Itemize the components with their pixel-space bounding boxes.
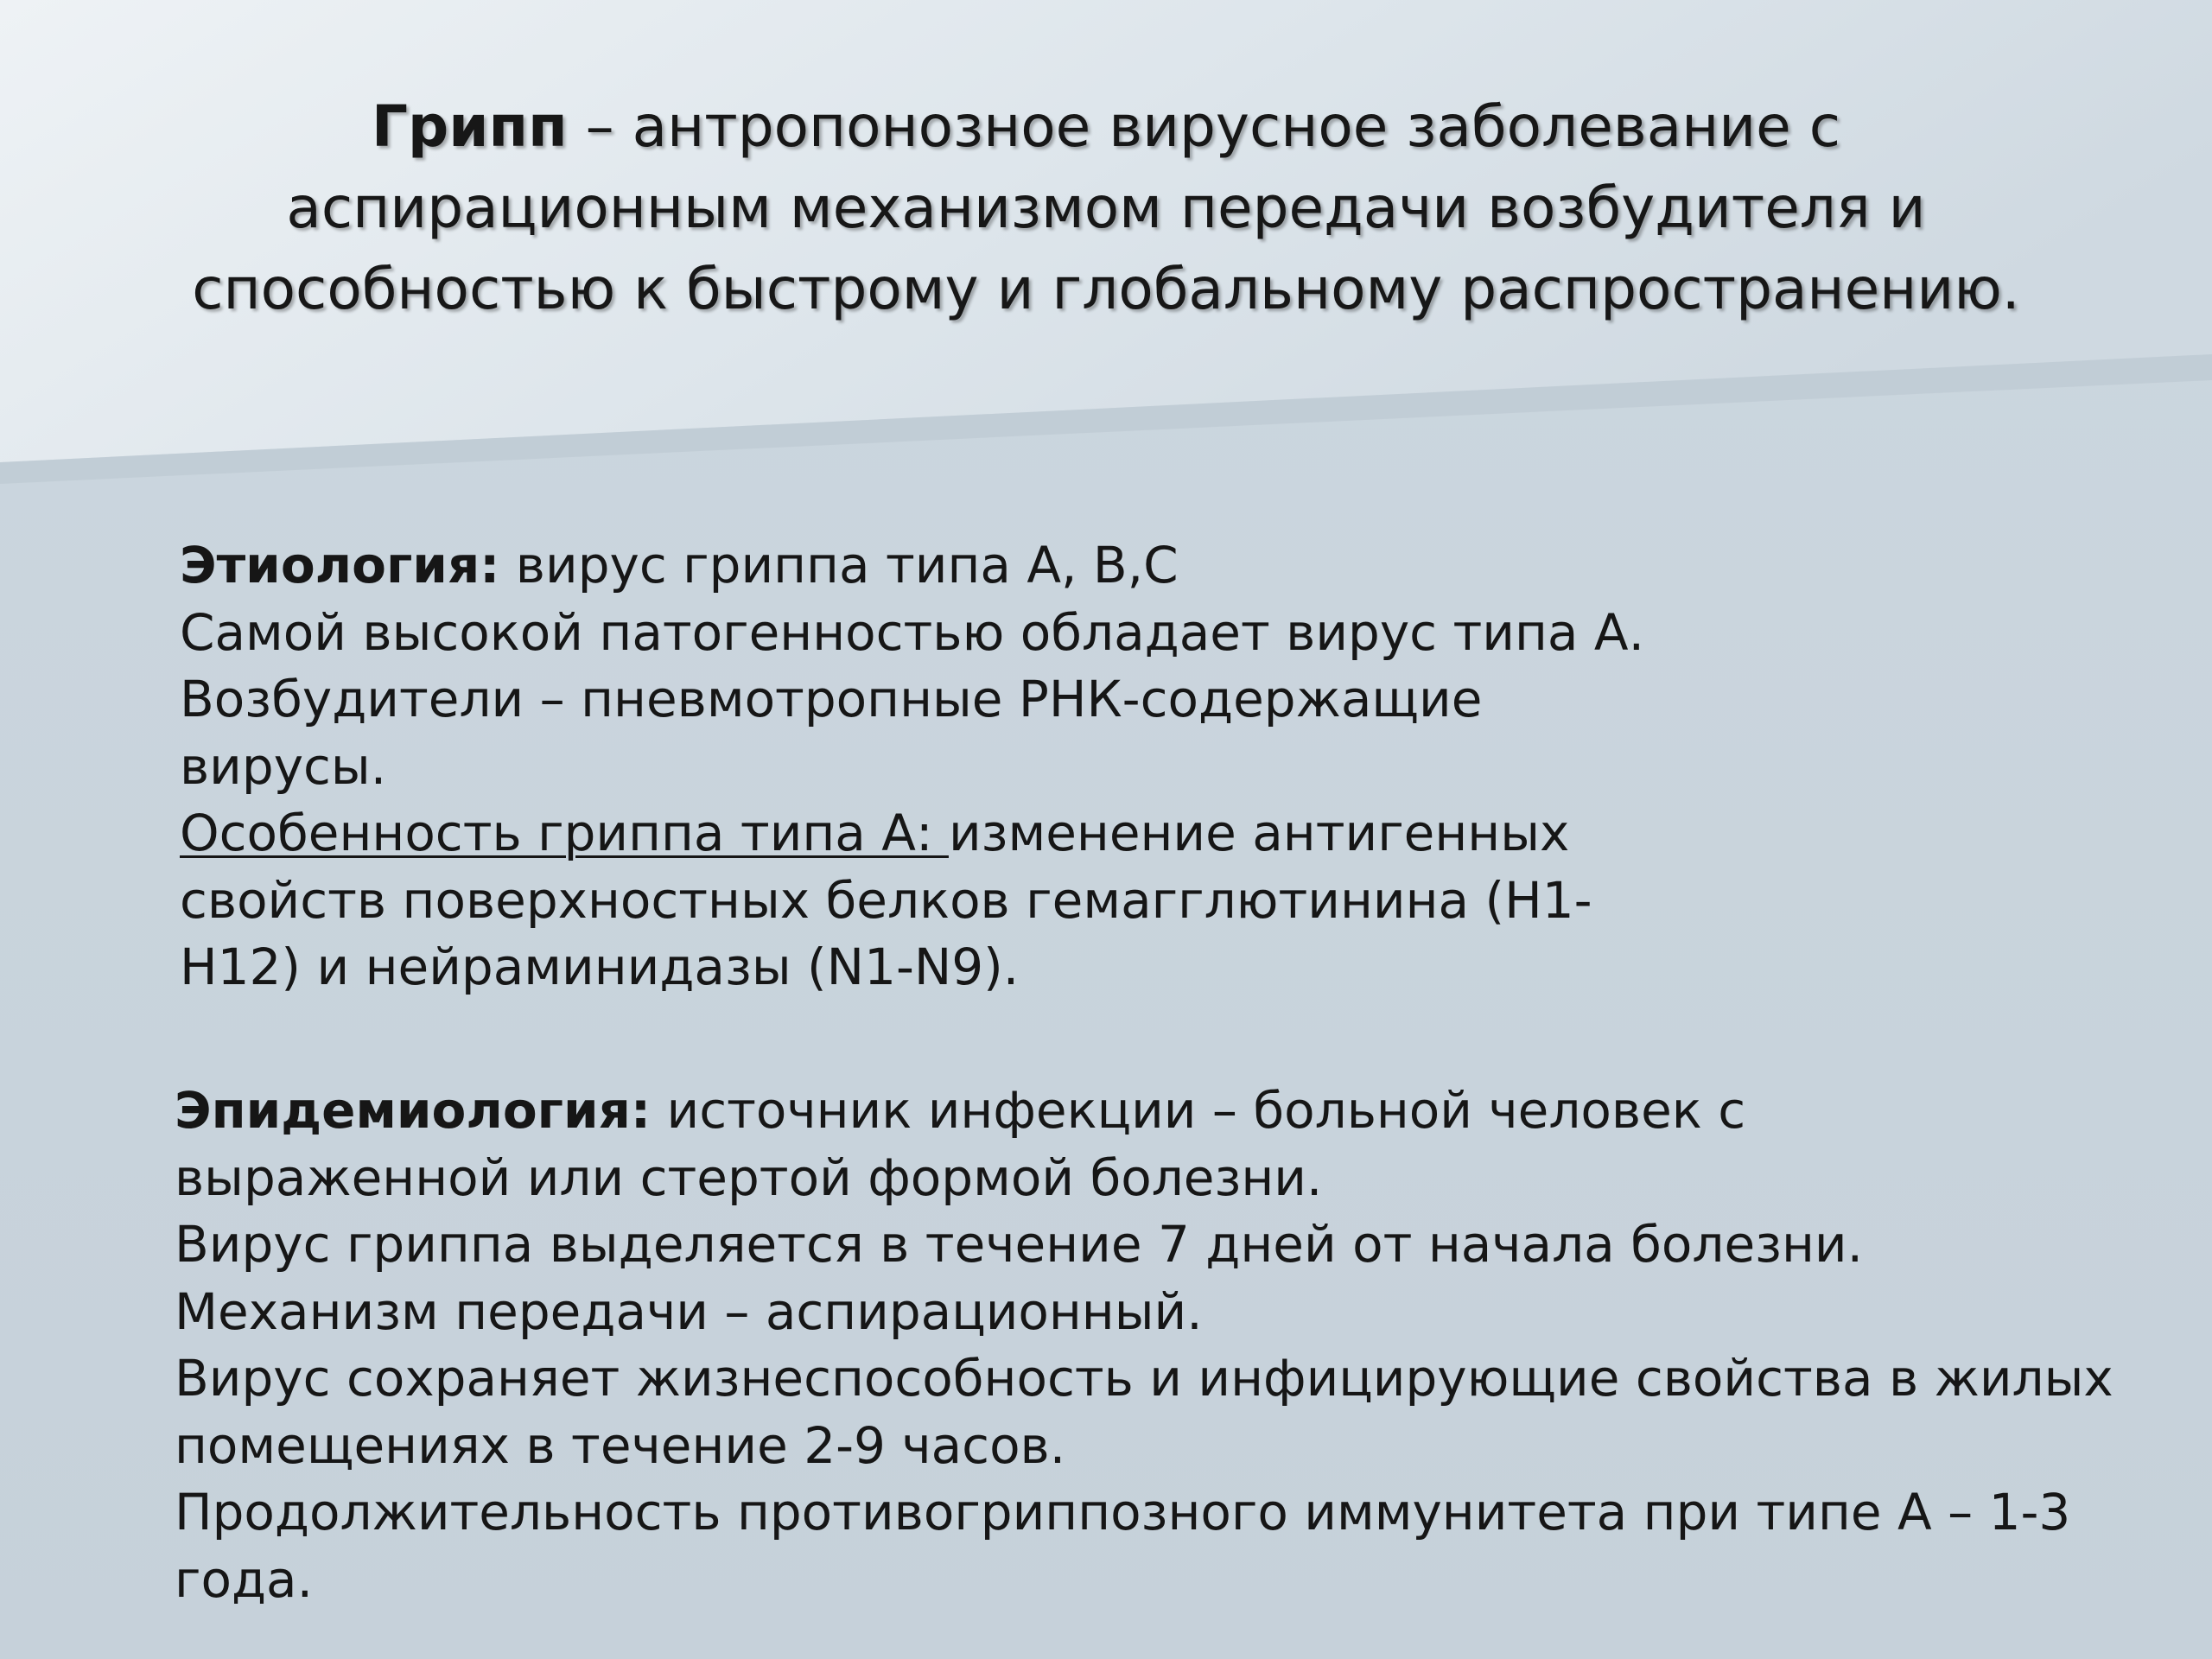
etiology-line-1-text: вирус гриппа типа А, В,С xyxy=(499,536,1179,594)
etiology-line-1 xyxy=(180,532,1644,600)
epidemiology-label: Эпидемиология: xyxy=(175,1081,652,1140)
epidemiology-section xyxy=(175,1077,2113,1613)
title-line-1-text: – антропонозное вирусное заболевание с xyxy=(567,93,1841,160)
etiology-line-6: свойств поверхностных белков гемагглютинина (Н1- xyxy=(180,870,1592,930)
epidemiology-line-1 xyxy=(175,1077,2113,1145)
etiology-line-2: Самой высокой патогенностью обладает вирус типа А. xyxy=(180,602,1644,662)
title-line-2: аспирационным механизмом передачи возбудителя и xyxy=(286,175,1926,241)
slide-title xyxy=(156,86,2056,330)
feature-label: Особенность гриппа типа А: xyxy=(180,804,949,862)
epidemiology-line-3: Вирус гриппа выделяется в течение 7 дней от начала болезни. xyxy=(175,1215,1864,1274)
title-line-3: способностью к быстрому и глобальному распространению. xyxy=(192,256,2020,322)
epidemiology-line-4: Механизм передачи – аспирационный. xyxy=(175,1281,1203,1341)
etiology-line-4: вирусы. xyxy=(180,736,387,796)
etiology-section xyxy=(180,532,1644,1001)
epidemiology-line-5: Вирус сохраняет жизнеспособность и инфицирующие свойства в жилых xyxy=(175,1349,2113,1408)
epidemiology-line-6: помещениях в течение 2-9 часов. xyxy=(175,1415,1066,1475)
etiology-line-5 xyxy=(180,800,1644,868)
etiology-label: Этиология: xyxy=(180,536,500,594)
epidemiology-line-2: выраженной или стертой формой болезни. xyxy=(175,1147,1323,1207)
etiology-line-7: Н12) и нейраминидазы (N1-N9). xyxy=(180,938,1020,996)
title-line-1 xyxy=(156,86,2056,168)
etiology-line-3: Возбудители – пневмотропные РНК-содержащие xyxy=(180,670,1483,728)
epidemiology-line-7: Продолжительность противогриппозного иммунитета при типе А – 1-3 xyxy=(175,1483,2071,1541)
etiology-line-5-text: изменение антигенных xyxy=(948,804,1570,862)
epidemiology-line-1-text: источник инфекции – больной человек с xyxy=(651,1081,1746,1140)
epidemiology-line-8: года. xyxy=(175,1549,314,1609)
title-term: Грипп xyxy=(371,93,568,160)
